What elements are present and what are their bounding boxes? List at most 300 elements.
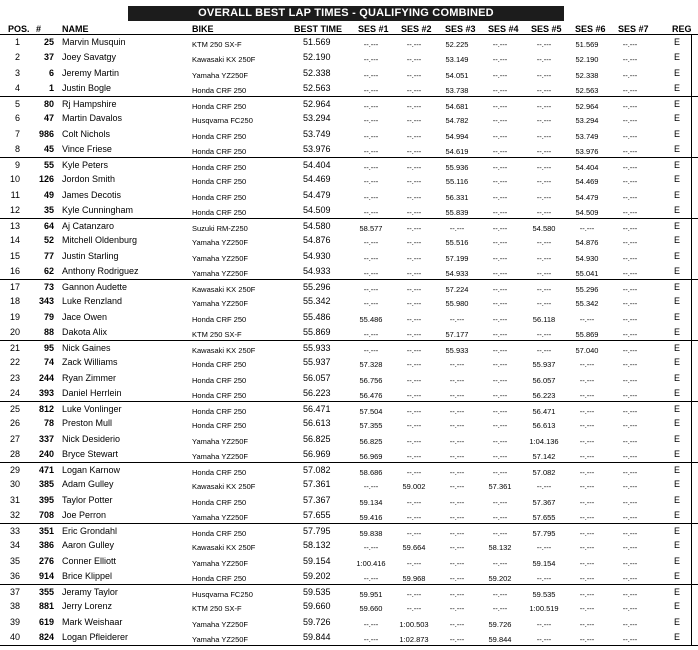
best-time-cell: 57.655 bbox=[303, 509, 331, 520]
ses6-cell: --.--- bbox=[579, 390, 595, 400]
name-cell: Jordon Smith bbox=[62, 174, 116, 185]
best-time-cell: 56.969 bbox=[303, 448, 331, 459]
number-cell: 355 bbox=[38, 587, 54, 597]
pos-cell: 32 bbox=[9, 509, 20, 520]
bike-cell: Honda CRF 250 bbox=[192, 360, 247, 370]
ses3-cell: --.--- bbox=[449, 512, 465, 522]
bike-cell: Honda CRF 250 bbox=[192, 85, 247, 95]
ses7-cell: --.--- bbox=[622, 329, 638, 339]
table-row bbox=[0, 188, 698, 203]
ses7-cell: --.--- bbox=[622, 116, 638, 126]
reg-cell: E bbox=[674, 235, 681, 246]
ses5-cell: 56.223 bbox=[532, 390, 556, 400]
ses1-cell: --.--- bbox=[363, 543, 379, 553]
ses1-cell: 58.686 bbox=[359, 468, 383, 477]
table-row bbox=[0, 294, 698, 309]
best-time-cell: 54.580 bbox=[303, 221, 331, 231]
ses5-cell: --.--- bbox=[536, 177, 552, 187]
pos-cell: 18 bbox=[9, 296, 20, 307]
table-row bbox=[0, 81, 698, 96]
ses2-cell: --.--- bbox=[406, 268, 422, 278]
ses2-cell: --.--- bbox=[406, 360, 422, 370]
ses4-cell: --.--- bbox=[492, 299, 508, 309]
name-cell: Joey Savatgy bbox=[62, 52, 117, 63]
ses2-cell: 1:00.503 bbox=[399, 619, 429, 629]
name-cell: Logan Karnow bbox=[62, 465, 121, 475]
ses2-cell: --.--- bbox=[406, 102, 422, 111]
name-cell: Eric Grondahl bbox=[62, 526, 118, 536]
table-row bbox=[0, 66, 698, 81]
ses7-cell: --.--- bbox=[622, 253, 638, 263]
header-reg: REG bbox=[672, 24, 692, 34]
pos-cell: 15 bbox=[9, 250, 20, 261]
table-row bbox=[0, 233, 698, 248]
ses4-cell: --.--- bbox=[492, 177, 508, 187]
ses3-cell: --.--- bbox=[449, 482, 465, 492]
name-cell: Rj Hampshire bbox=[62, 99, 117, 109]
ses1-cell: --.--- bbox=[363, 329, 379, 339]
name-cell: Colt Nichols bbox=[62, 128, 111, 139]
bike-cell: Honda CRF 250 bbox=[192, 468, 247, 477]
ses4-cell: --.--- bbox=[492, 70, 508, 80]
bike-cell: Yamaha YZ250F bbox=[192, 451, 249, 461]
ses1-cell: --.--- bbox=[363, 177, 379, 187]
reg-cell: E bbox=[674, 160, 681, 170]
number-cell: 708 bbox=[38, 509, 54, 520]
pos-cell: 17 bbox=[9, 282, 20, 292]
ses4-cell: --.--- bbox=[492, 192, 508, 202]
ses4-cell: --.--- bbox=[492, 116, 508, 126]
table-row bbox=[0, 599, 698, 614]
ses5-cell: --.--- bbox=[536, 131, 552, 141]
reg-cell: E bbox=[674, 433, 681, 444]
ses1-cell: 56.969 bbox=[359, 451, 383, 461]
ses3-cell: 55.980 bbox=[445, 299, 469, 309]
ses7-cell: --.--- bbox=[622, 529, 638, 538]
ses6-cell: 54.479 bbox=[575, 192, 599, 202]
ses3-cell: 54.994 bbox=[445, 131, 469, 141]
ses6-cell: 52.190 bbox=[575, 55, 599, 65]
ses2-cell: --.--- bbox=[406, 40, 422, 49]
ses1-cell: --.--- bbox=[363, 619, 379, 629]
ses5-cell: --.--- bbox=[536, 573, 552, 583]
number-cell: 37 bbox=[43, 52, 54, 63]
bike-cell: Yamaha YZ250F bbox=[192, 268, 249, 278]
ses5-cell: --.--- bbox=[536, 299, 552, 309]
table-row bbox=[0, 584, 698, 600]
bike-cell: Honda CRF 250 bbox=[192, 390, 247, 400]
number-cell: 78 bbox=[43, 418, 54, 429]
ses7-cell: --.--- bbox=[622, 590, 638, 599]
best-time-cell: 55.869 bbox=[303, 326, 331, 337]
ses7-cell: --.--- bbox=[622, 346, 638, 355]
best-time-cell: 59.844 bbox=[303, 631, 331, 642]
name-cell: Luke Renzland bbox=[62, 296, 123, 307]
best-time-cell: 54.509 bbox=[303, 204, 331, 215]
ses4-cell: --.--- bbox=[492, 55, 508, 65]
ses4-cell: --.--- bbox=[492, 346, 508, 355]
pos-cell: 24 bbox=[9, 387, 20, 398]
ses3-cell: 57.224 bbox=[445, 285, 469, 294]
ses4-cell: 59.202 bbox=[488, 573, 512, 583]
best-time-cell: 54.876 bbox=[303, 235, 331, 246]
ses4-cell: --.--- bbox=[492, 558, 508, 568]
ses1-cell: --.--- bbox=[363, 207, 379, 217]
ses7-cell: --.--- bbox=[622, 314, 638, 324]
table-row bbox=[0, 218, 698, 234]
name-cell: Jeramy Taylor bbox=[62, 587, 118, 597]
reg-cell: E bbox=[674, 204, 681, 215]
reg-cell: E bbox=[674, 404, 681, 414]
reg-cell: E bbox=[674, 52, 681, 63]
header-ses2: SES #2 bbox=[401, 24, 432, 34]
pos-cell: 37 bbox=[9, 587, 20, 597]
name-cell: Daniel Herrlein bbox=[62, 387, 122, 398]
ses2-cell: --.--- bbox=[406, 207, 422, 217]
ses6-cell: 57.040 bbox=[575, 346, 599, 355]
reg-cell: E bbox=[674, 465, 681, 475]
ses4-cell: --.--- bbox=[492, 268, 508, 278]
table-row bbox=[0, 538, 698, 553]
name-cell: Anthony Rodriguez bbox=[62, 265, 139, 276]
ses2-cell: --.--- bbox=[406, 285, 422, 294]
table-row bbox=[0, 355, 698, 370]
ses2-cell: --.--- bbox=[406, 390, 422, 400]
ses5-cell: --.--- bbox=[536, 40, 552, 49]
ses6-cell: --.--- bbox=[579, 451, 595, 461]
ses3-cell: 54.619 bbox=[445, 146, 469, 156]
ses1-cell: --.--- bbox=[363, 131, 379, 141]
number-cell: 386 bbox=[38, 540, 54, 551]
ses7-cell: --.--- bbox=[622, 558, 638, 568]
name-cell: Aj Catanzaro bbox=[62, 221, 115, 231]
number-cell: 6 bbox=[48, 67, 54, 78]
ses5-cell: --.--- bbox=[536, 102, 552, 111]
best-time-cell: 56.223 bbox=[303, 387, 331, 398]
ses6-cell: 54.930 bbox=[575, 253, 599, 263]
name-cell: Gannon Audette bbox=[62, 282, 128, 292]
ses5-cell: --.--- bbox=[536, 329, 552, 339]
ses4-cell: --.--- bbox=[492, 390, 508, 400]
bike-cell: Yamaha YZ250F bbox=[192, 299, 249, 309]
reg-cell: E bbox=[674, 189, 681, 200]
ses2-cell: --.--- bbox=[406, 375, 422, 385]
best-time-cell: 53.976 bbox=[303, 143, 331, 154]
table-row bbox=[0, 508, 698, 523]
table-row bbox=[0, 432, 698, 447]
ses1-cell: --.--- bbox=[363, 146, 379, 156]
ses7-cell: --.--- bbox=[622, 482, 638, 492]
table-row bbox=[0, 96, 698, 112]
reg-cell: E bbox=[674, 526, 681, 536]
reg-cell: E bbox=[674, 494, 681, 505]
ses3-cell: 57.177 bbox=[445, 329, 469, 339]
ses2-cell: --.--- bbox=[406, 346, 422, 355]
name-cell: Taylor Potter bbox=[62, 494, 113, 505]
best-time-cell: 55.933 bbox=[303, 343, 331, 353]
ses4-cell: --.--- bbox=[492, 146, 508, 156]
header-pos: POS. bbox=[8, 24, 30, 34]
ses1-cell: --.--- bbox=[363, 285, 379, 294]
ses2-cell: --.--- bbox=[406, 497, 422, 507]
header-number: # bbox=[36, 24, 42, 34]
reg-cell: E bbox=[674, 601, 681, 612]
reg-cell: E bbox=[674, 616, 681, 627]
best-time-cell: 52.964 bbox=[303, 99, 331, 109]
pos-cell: 21 bbox=[9, 343, 20, 353]
ses5-cell: --.--- bbox=[536, 543, 552, 553]
table-row bbox=[0, 325, 698, 340]
ses5-cell: --.--- bbox=[536, 146, 552, 156]
table-right-border bbox=[691, 34, 692, 645]
table-row bbox=[0, 264, 698, 279]
bike-cell: Yamaha YZ250F bbox=[192, 70, 249, 80]
number-cell: 55 bbox=[43, 160, 54, 170]
number-cell: 49 bbox=[43, 189, 54, 200]
ses6-cell: 54.876 bbox=[575, 238, 599, 248]
bike-cell: Honda CRF 250 bbox=[192, 421, 247, 431]
ses1-cell: 56.825 bbox=[359, 436, 383, 446]
ses7-cell: --.--- bbox=[622, 360, 638, 370]
best-time-cell: 59.535 bbox=[303, 587, 331, 597]
ses5-cell: --.--- bbox=[536, 619, 552, 629]
ses5-cell: --.--- bbox=[536, 163, 552, 172]
reg-cell: E bbox=[674, 479, 681, 490]
pos-cell: 30 bbox=[9, 479, 20, 490]
ses2-cell: --.--- bbox=[406, 192, 422, 202]
number-cell: 52 bbox=[43, 235, 54, 246]
best-time-cell: 52.190 bbox=[303, 52, 331, 63]
ses1-cell: --.--- bbox=[363, 55, 379, 65]
name-cell: Martin Davalos bbox=[62, 113, 123, 124]
ses4-cell: --.--- bbox=[492, 407, 508, 416]
ses3-cell: 57.199 bbox=[445, 253, 469, 263]
bike-cell: Honda CRF 250 bbox=[192, 192, 247, 202]
ses5-cell: --.--- bbox=[536, 55, 552, 65]
best-time-cell: 54.930 bbox=[303, 250, 331, 261]
pos-cell: 28 bbox=[9, 448, 20, 459]
ses2-cell: --.--- bbox=[406, 329, 422, 339]
name-cell: Nick Gaines bbox=[62, 343, 111, 353]
name-cell: Bryce Stewart bbox=[62, 448, 119, 459]
ses5-cell: 1:00.519 bbox=[529, 604, 559, 614]
pos-cell: 19 bbox=[9, 311, 20, 322]
ses4-cell: --.--- bbox=[492, 451, 508, 461]
ses7-cell: --.--- bbox=[622, 604, 638, 614]
ses6-cell: --.--- bbox=[579, 224, 595, 233]
number-cell: 337 bbox=[38, 433, 54, 444]
pos-cell: 2 bbox=[14, 52, 20, 63]
best-time-cell: 57.082 bbox=[303, 465, 331, 475]
ses1-cell: --.--- bbox=[363, 238, 379, 248]
reg-cell: E bbox=[674, 418, 681, 429]
bike-cell: Yamaha YZ250F bbox=[192, 253, 249, 263]
number-cell: 471 bbox=[38, 465, 54, 475]
ses7-cell: --.--- bbox=[622, 146, 638, 156]
reg-cell: E bbox=[674, 82, 681, 93]
pos-cell: 25 bbox=[9, 404, 20, 414]
ses4-cell: --.--- bbox=[492, 238, 508, 248]
number-cell: 395 bbox=[38, 494, 54, 505]
ses3-cell: 56.331 bbox=[445, 192, 469, 202]
ses3-cell: --.--- bbox=[449, 436, 465, 446]
best-time-cell: 55.486 bbox=[303, 311, 331, 322]
ses2-cell: --.--- bbox=[406, 70, 422, 80]
ses6-cell: 53.749 bbox=[575, 131, 599, 141]
reg-cell: E bbox=[674, 128, 681, 139]
ses2-cell: 1:02.873 bbox=[399, 634, 429, 644]
pos-cell: 7 bbox=[14, 128, 20, 139]
reg-cell: E bbox=[674, 221, 681, 231]
name-cell: Adam Gulley bbox=[62, 479, 114, 490]
ses1-cell: 57.328 bbox=[359, 360, 383, 370]
ses1-cell: --.--- bbox=[363, 85, 379, 95]
number-cell: 240 bbox=[38, 448, 54, 459]
number-cell: 276 bbox=[38, 555, 54, 566]
ses6-cell: --.--- bbox=[579, 497, 595, 507]
bike-cell: KTM 250 SX-F bbox=[192, 329, 242, 339]
ses2-cell: --.--- bbox=[406, 238, 422, 248]
ses4-cell: --.--- bbox=[492, 163, 508, 172]
pos-cell: 35 bbox=[9, 555, 20, 566]
table-row bbox=[0, 569, 698, 584]
ses6-cell: 52.563 bbox=[575, 85, 599, 95]
ses5-cell: --.--- bbox=[536, 85, 552, 95]
reg-cell: E bbox=[674, 631, 681, 642]
name-cell: Kyle Peters bbox=[62, 160, 109, 170]
ses7-cell: --.--- bbox=[622, 224, 638, 233]
ses3-cell: --.--- bbox=[449, 619, 465, 629]
number-cell: 74 bbox=[43, 357, 54, 368]
pos-cell: 34 bbox=[9, 540, 20, 551]
name-cell: Jace Owen bbox=[62, 311, 108, 322]
ses3-cell: 54.681 bbox=[445, 102, 469, 111]
pos-cell: 36 bbox=[9, 570, 20, 581]
best-time-cell: 55.342 bbox=[303, 296, 331, 307]
ses4-cell: --.--- bbox=[492, 529, 508, 538]
ses4-cell: --.--- bbox=[492, 85, 508, 95]
header-ses4: SES #4 bbox=[488, 24, 519, 34]
ses6-cell: --.--- bbox=[579, 407, 595, 416]
ses7-cell: --.--- bbox=[622, 268, 638, 278]
number-cell: 351 bbox=[38, 526, 54, 536]
ses5-cell: 55.937 bbox=[532, 360, 556, 370]
ses7-cell: --.--- bbox=[622, 421, 638, 431]
header-ses1: SES #1 bbox=[358, 24, 389, 34]
ses1-cell: --.--- bbox=[363, 573, 379, 583]
best-time-cell: 52.338 bbox=[303, 67, 331, 78]
ses6-cell: --.--- bbox=[579, 604, 595, 614]
pos-cell: 10 bbox=[9, 174, 20, 185]
name-cell: Nick Desiderio bbox=[62, 433, 121, 444]
ses5-cell: 57.655 bbox=[532, 512, 556, 522]
number-cell: 25 bbox=[43, 37, 54, 47]
ses3-cell: 55.936 bbox=[445, 163, 469, 172]
number-cell: 343 bbox=[38, 296, 54, 307]
bike-cell: Honda CRF 250 bbox=[192, 314, 247, 324]
ses2-cell: --.--- bbox=[406, 177, 422, 187]
ses2-cell: --.--- bbox=[406, 163, 422, 172]
ses4-cell: --.--- bbox=[492, 436, 508, 446]
ses5-cell: --.--- bbox=[536, 268, 552, 278]
ses4-cell: --.--- bbox=[492, 253, 508, 263]
number-cell: 64 bbox=[43, 221, 54, 231]
ses7-cell: --.--- bbox=[622, 207, 638, 217]
best-time-cell: 54.479 bbox=[303, 189, 331, 200]
bike-cell: Husqvarna FC250 bbox=[192, 590, 253, 599]
pos-cell: 13 bbox=[9, 221, 20, 231]
ses6-cell: 55.869 bbox=[575, 329, 599, 339]
ses6-cell: --.--- bbox=[579, 360, 595, 370]
ses2-cell: --.--- bbox=[406, 55, 422, 65]
ses3-cell: --.--- bbox=[449, 407, 465, 416]
ses6-cell: 55.342 bbox=[575, 299, 599, 309]
table-row bbox=[0, 630, 698, 645]
ses5-cell: 56.471 bbox=[532, 407, 556, 416]
reg-cell: E bbox=[674, 326, 681, 337]
ses2-cell: --.--- bbox=[406, 436, 422, 446]
ses3-cell: --.--- bbox=[449, 451, 465, 461]
pos-cell: 38 bbox=[9, 601, 20, 612]
ses2-cell: --.--- bbox=[406, 421, 422, 431]
ses3-cell: --.--- bbox=[449, 224, 465, 233]
name-cell: Joe Perron bbox=[62, 509, 107, 520]
ses1-cell: 1:00.416 bbox=[356, 558, 386, 568]
ses3-cell: 53.738 bbox=[445, 85, 469, 95]
number-cell: 881 bbox=[38, 601, 54, 612]
pos-cell: 11 bbox=[10, 189, 20, 200]
name-cell: Jeremy Martin bbox=[62, 67, 120, 78]
pos-cell: 29 bbox=[9, 465, 20, 475]
number-cell: 45 bbox=[43, 143, 54, 154]
ses3-cell: 54.782 bbox=[445, 116, 469, 126]
header-ses3: SES #3 bbox=[445, 24, 476, 34]
best-time-cell: 53.749 bbox=[303, 128, 331, 139]
ses5-cell: --.--- bbox=[536, 70, 552, 80]
ses1-cell: --.--- bbox=[363, 192, 379, 202]
best-time-cell: 56.471 bbox=[303, 404, 331, 414]
ses1-cell: --.--- bbox=[363, 346, 379, 355]
ses4-cell: --.--- bbox=[492, 131, 508, 141]
bike-cell: Honda CRF 250 bbox=[192, 497, 247, 507]
ses2-cell: --.--- bbox=[406, 299, 422, 309]
ses6-cell: 54.469 bbox=[575, 177, 599, 187]
ses7-cell: --.--- bbox=[622, 407, 638, 416]
ses3-cell: --.--- bbox=[449, 314, 465, 324]
bike-cell: Yamaha YZ250F bbox=[192, 558, 249, 568]
ses4-cell: --.--- bbox=[492, 285, 508, 294]
best-time-cell: 56.825 bbox=[303, 433, 331, 444]
ses1-cell: 59.660 bbox=[359, 604, 383, 614]
ses4-cell: --.--- bbox=[492, 207, 508, 217]
pos-cell: 1 bbox=[14, 37, 20, 47]
ses7-cell: --.--- bbox=[622, 299, 638, 309]
ses1-cell: --.--- bbox=[363, 634, 379, 644]
table-row bbox=[0, 371, 698, 386]
ses5-cell: 1:04.136 bbox=[529, 436, 559, 446]
ses4-cell: 57.361 bbox=[488, 482, 512, 492]
ses2-cell: --.--- bbox=[406, 314, 422, 324]
bike-cell: Kawasaki KX 250F bbox=[192, 346, 256, 355]
reg-cell: E bbox=[674, 250, 681, 261]
ses2-cell: --.--- bbox=[406, 131, 422, 141]
ses1-cell: --.--- bbox=[363, 116, 379, 126]
number-cell: 1 bbox=[48, 82, 54, 93]
best-time-cell: 57.367 bbox=[303, 494, 331, 505]
ses6-cell: 53.294 bbox=[575, 116, 599, 126]
ses5-cell: 59.535 bbox=[532, 590, 556, 599]
ses6-cell: 51.569 bbox=[575, 40, 599, 49]
